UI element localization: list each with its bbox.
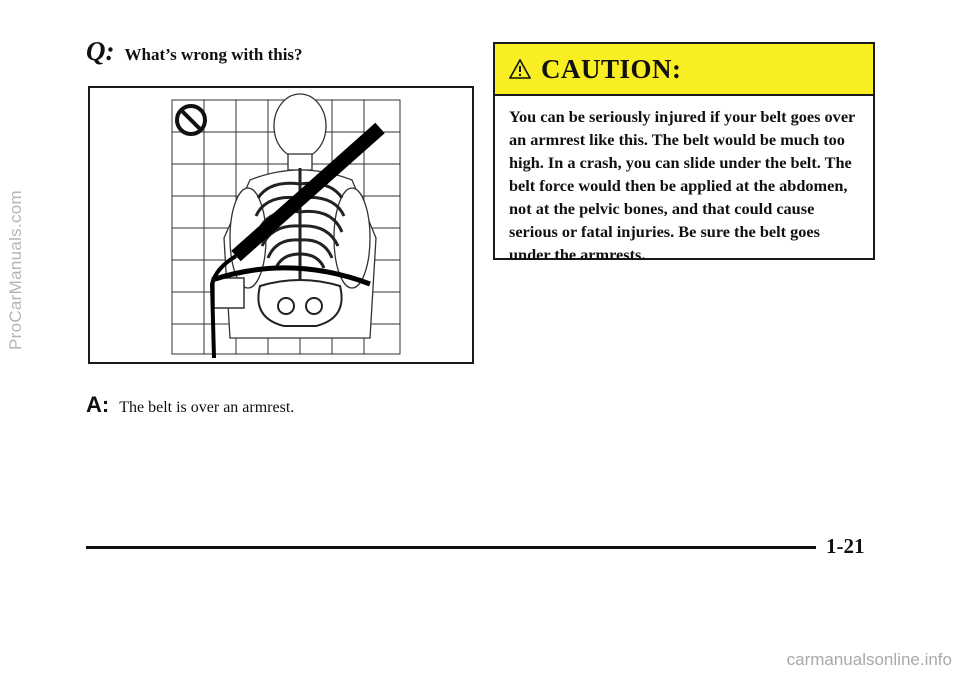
answer-text: The belt is over an armrest. (119, 399, 295, 416)
armrest (214, 278, 244, 308)
warning-triangle-icon (509, 59, 531, 79)
answer-label: A: (86, 392, 110, 417)
caution-title: CAUTION: (541, 53, 682, 84)
caution-header (495, 44, 873, 96)
question-label: Q: (86, 36, 115, 66)
question (86, 36, 303, 67)
prohibited-icon (177, 106, 205, 134)
caution-box (493, 42, 875, 264)
pelvis (258, 280, 341, 326)
footer-watermark: carmanualsonline.info (786, 650, 952, 669)
caution-text: You can be seriously injured if your belt goes over an armrest like this. The belt would be much too high. In a crash, you can slide under the belt. The belt force would then be applied at the abdomen, not at the pelvic bones, and that could cause serious or fatal injuries. Be sure the belt goes under the armrests. (509, 107, 855, 264)
footer-rule (86, 546, 816, 549)
belt-over-armrest-illustration (88, 86, 474, 364)
question-text: What’s wrong with this? (124, 45, 303, 64)
answer (86, 392, 294, 418)
page-number: 1-21 (826, 534, 865, 558)
side-watermark: ProCarManuals.com (6, 189, 25, 351)
